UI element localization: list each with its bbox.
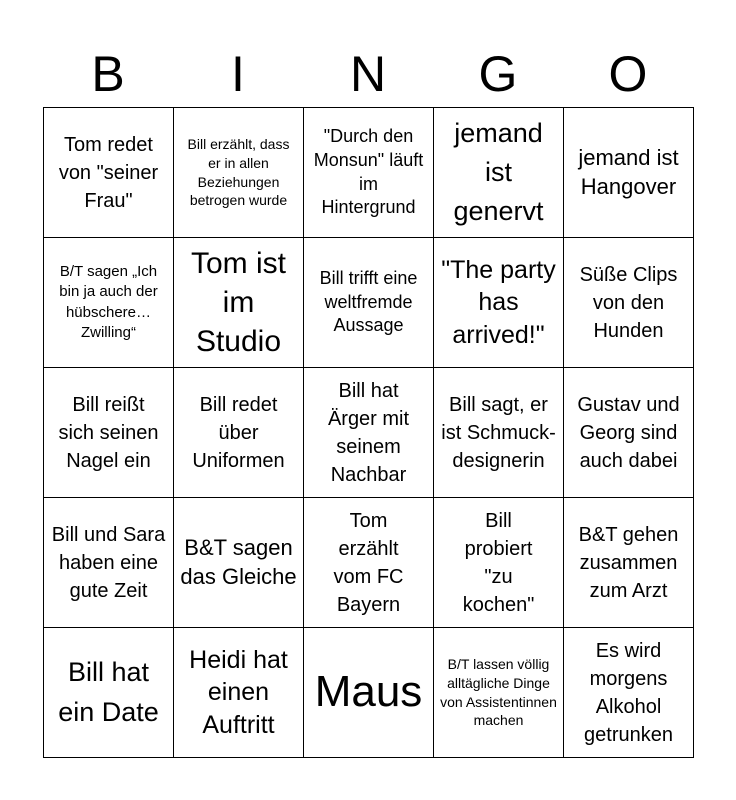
bingo-cell[interactable] — [434, 108, 564, 238]
bingo-cell-text: Tom ist im Studio — [190, 247, 286, 358]
bingo-cell[interactable] — [564, 238, 694, 368]
bingo-cell-text: B&T sagen das Gleiche — [180, 534, 297, 589]
bingo-cell-text: "The party has arrived!" — [441, 255, 556, 349]
bingo-cell-text: Bill reißt sich seinen Nagel ein — [58, 393, 159, 472]
bingo-header — [43, 40, 693, 108]
bingo-cell[interactable] — [434, 628, 564, 758]
bingo-cell[interactable] — [564, 628, 694, 758]
bingo-cell-text: B/T sagen „Ich bin ja auch der hübschere… Zwilling“ — [59, 263, 158, 341]
bingo-cell-text: Süße Clips von den Hunden — [579, 263, 678, 342]
bingo-cell[interactable] — [434, 498, 564, 628]
bingo-cell[interactable] — [174, 238, 304, 368]
bingo-cell[interactable] — [174, 368, 304, 498]
bingo-cell-text: Bill erzählt, dass er in allen Beziehungen betrogen wurde — [187, 135, 290, 209]
bingo-cell[interactable] — [434, 238, 564, 368]
bingo-cell[interactable] — [44, 108, 174, 238]
bingo-cell-text: B&T gehen zusammen zum Arzt — [578, 523, 679, 602]
bingo-cell[interactable] — [564, 498, 694, 628]
bingo-cell[interactable] — [304, 108, 434, 238]
bingo-cell-text: Maus — [314, 667, 423, 717]
bingo-cell[interactable] — [174, 108, 304, 238]
bingo-cell-text: Tom redet von "seiner Frau" — [58, 133, 159, 212]
bingo-cell-text: Bill hat ein Date — [58, 657, 159, 727]
bingo-cell-text: B/T lassen völlig alltägliche Dinge von Assistentinnen machen — [440, 655, 557, 729]
bingo-cell-text: Es wird morgens Alkohol getrunken — [584, 639, 673, 746]
bingo-cell-text: Bill probiert "zu kochen" — [462, 509, 535, 616]
bingo-grid — [43, 107, 694, 758]
header-letter-i: I — [231, 46, 245, 102]
header-letter-g: G — [478, 46, 518, 102]
bingo-cell-text: Gustav und Georg sind auch dabei — [577, 393, 680, 472]
bingo-cell-free[interactable] — [304, 628, 434, 758]
header-letter-o: O — [608, 46, 648, 102]
bingo-cell[interactable] — [564, 368, 694, 498]
bingo-cell[interactable] — [44, 628, 174, 758]
bingo-cell-text: jemand ist Hangover — [578, 144, 679, 199]
bingo-cell-text: Bill sagt, er ist Schmuck-designerin — [441, 393, 556, 472]
bingo-cell[interactable] — [304, 368, 434, 498]
bingo-cell-text: "Durch den Monsun" läuft im Hintergrund — [313, 126, 424, 218]
bingo-cell[interactable] — [44, 368, 174, 498]
bingo-cell-text: Bill redet über Uniformen — [192, 393, 285, 472]
bingo-cell-text: Tom erzählt vom FC Bayern — [333, 509, 404, 616]
bingo-cell-text: Bill und Sara haben eine gute Zeit — [51, 523, 166, 602]
bingo-cell-text: Bill hat Ärger mit seinem Nachbar — [327, 379, 410, 486]
bingo-cell-text: Heidi hat einen Auftritt — [189, 645, 288, 739]
bingo-cell-text: jemand ist genervt — [453, 117, 544, 227]
bingo-cell[interactable] — [174, 498, 304, 628]
bingo-cell[interactable] — [304, 498, 434, 628]
bingo-cell-text: Bill trifft eine weltfremde Aussage — [319, 267, 418, 336]
bingo-cell[interactable] — [434, 368, 564, 498]
bingo-cell[interactable] — [564, 108, 694, 238]
header-letter-b: B — [91, 46, 125, 102]
bingo-cell[interactable] — [44, 498, 174, 628]
bingo-cell[interactable] — [304, 238, 434, 368]
header-letter-n: N — [349, 46, 387, 102]
bingo-cell[interactable] — [174, 628, 304, 758]
bingo-cell[interactable] — [44, 238, 174, 368]
